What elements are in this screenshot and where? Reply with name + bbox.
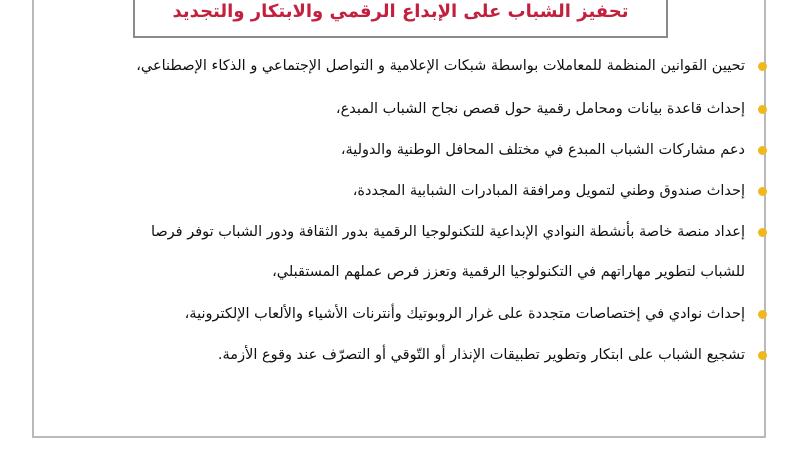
list-item-text: دعم مشاركات الشباب المبدع في مختلف المحافل الوطنية والدولية، xyxy=(340,142,745,158)
list-item-text: إعداد منصة خاصة بأنشطة النوادي الإبداعية للتكنولوجيا الرقمية بدور الثقافة ودور الشباب توفر فرصا xyxy=(150,224,745,240)
bullet-dot-icon xyxy=(758,187,767,196)
section-title: تحفيز الشباب على الإبداع الرقمي والابتكار والتجديد xyxy=(172,1,629,22)
bullet-dot-icon xyxy=(758,62,767,71)
section-header xyxy=(133,0,668,38)
list-item xyxy=(55,181,745,201)
bullet-dot-icon xyxy=(758,228,767,237)
list-item xyxy=(55,345,745,365)
list-item xyxy=(55,99,745,119)
bullet-dot-icon xyxy=(758,105,767,114)
list-item-text: تشجيع الشباب على ابتكار وتطوير تطبيقات الإنذار أو التّوقي أو التصرّف عند وقوع الأزمة. xyxy=(217,347,745,363)
bullet-dot-icon xyxy=(758,310,767,319)
list-item-continuation: للشباب لتطوير مهاراتهم في التكنولوجيا الرقمية وتعزز فرص عملهم المستقبلي، xyxy=(272,264,745,280)
list-item xyxy=(55,56,745,76)
list-item-text: إحداث صندوق وطني لتمويل ومرافقة المبادرات الشبابية المجددة، xyxy=(352,183,745,199)
list-item-text: إحداث نوادي في إختصاصات متجددة على غرار الروبوتيك وأنترنات الأشياء والألعاب الإلكترونية، xyxy=(184,306,745,322)
list-item xyxy=(55,304,745,324)
list-item xyxy=(55,222,745,242)
bullet-dot-icon xyxy=(758,146,767,155)
list-item xyxy=(55,140,745,160)
list-item-text: تحيين القوانين المنظمة للمعاملات بواسطة شبكات الإعلامية و التواصل الإجتماعي و الذكاء الإصطناعي، xyxy=(136,58,745,74)
bullet-dot-icon xyxy=(758,351,767,360)
list-item-text: إحداث قاعدة بيانات ومحامل رقمية حول قصص نجاح الشباب المبدع، xyxy=(335,101,745,117)
